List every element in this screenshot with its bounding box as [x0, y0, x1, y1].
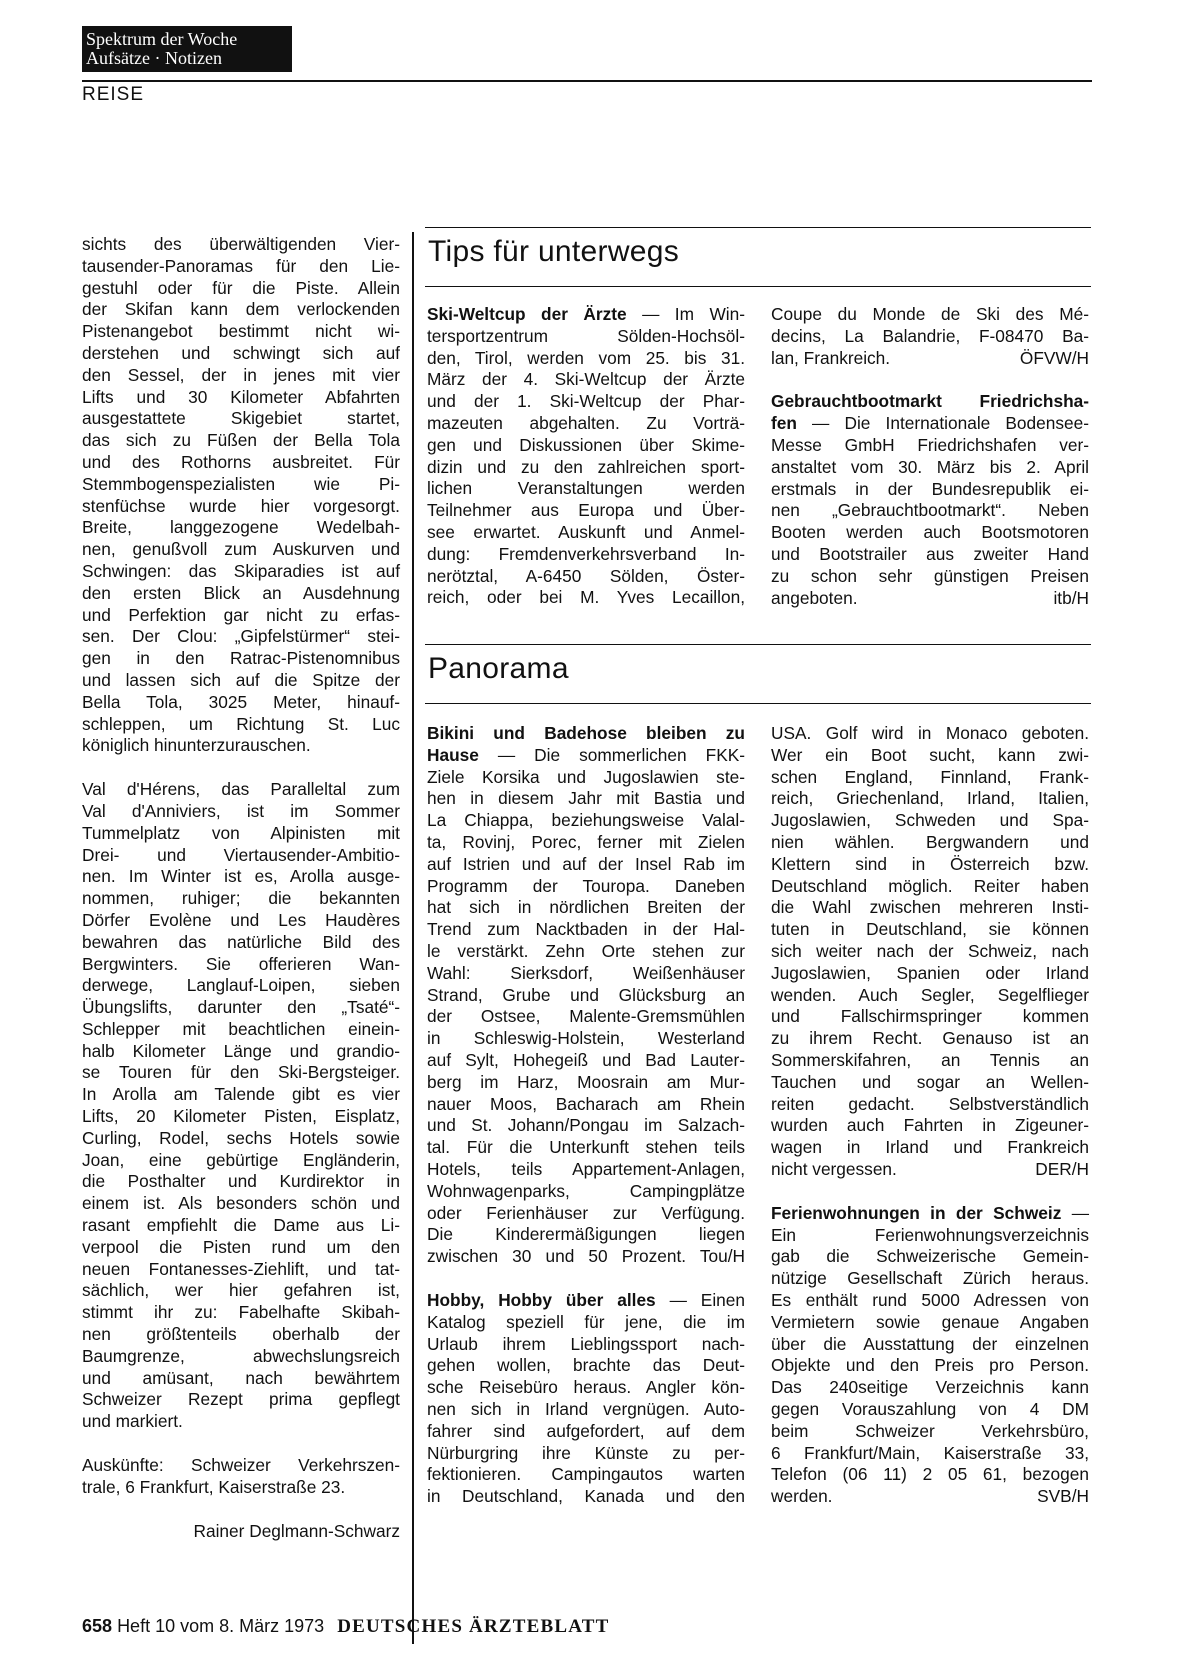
author-name: Rainer Deglmann-Schwarz — [193, 1520, 400, 1541]
text-line: sächlich, wer hier gefahren ist, — [82, 1280, 400, 1301]
text-line: und amüsant, nach bewährtem — [82, 1367, 400, 1388]
text-line: Ein Ferienwohnungsverzeichnis — [771, 1224, 1089, 1245]
text-line: nien wählen. Bergwandern und — [771, 831, 1089, 852]
text-line: Auskünfte: Schweizer Verkehrszen- — [82, 1455, 400, 1476]
panorama-title-rule — [425, 703, 1091, 704]
text-line: auf Sylt, Hohegeiß und Bad Lauter- — [427, 1049, 745, 1070]
text-line: Curling, Rodel, sechs Hotels sowie — [82, 1127, 400, 1148]
tips-sig-2: itb/H — [1053, 587, 1089, 608]
text-line: sche Reisebüro heraus. Angler kön- — [427, 1377, 745, 1398]
text-line: schleppen, um Richtung St. Luc — [82, 713, 400, 734]
panorama-title: Panorama — [428, 652, 569, 685]
text-line: zu schon sehr günstigen Preisen — [771, 565, 1089, 586]
header-rule — [82, 80, 1092, 82]
text-line: reich, oder bei M. Yves Lecaillon, — [427, 587, 745, 608]
text-line: hen in diesem Jahr mit Bastia und — [427, 788, 745, 809]
text-line: wenden. Auch Segler, Segelflieger — [771, 984, 1089, 1005]
text-line: neuen Fontanesses-Ziehlift, und tat- — [82, 1258, 400, 1279]
text-line: Es enthält rund 5000 Adressen von — [771, 1289, 1089, 1310]
left-para-3 — [82, 1455, 400, 1499]
panorama-para-3-lines — [771, 723, 1089, 1159]
text-line: Das 240seitige Verzeichnis kann — [771, 1377, 1089, 1398]
text-line: königlich hinunterzurauschen. — [82, 735, 311, 756]
masthead: DEUTSCHES ÄRZTEBLATT — [337, 1616, 610, 1637]
text-line: tal. Für die Unterkunft stehen teils — [427, 1137, 745, 1158]
text-line: tausender-Panoramas für den Lie- — [82, 255, 400, 276]
left-para-2 — [82, 779, 400, 1433]
text-line: den, Tirol, werden vom 25. bis 31. — [427, 347, 745, 368]
tips-title: Tips für unterwegs — [428, 235, 680, 268]
tips-column-b — [771, 304, 1089, 609]
header-box-line1: Spektrum der Woche — [86, 29, 238, 49]
text-line: Bergwinters. Sie offerieren Wan- — [82, 953, 400, 974]
text-line: ausgestattete Skigebiet startet, — [82, 408, 400, 429]
tips-para-2-last: angeboten. — [771, 587, 858, 608]
text-line: nerötztal, A-6450 Sölden, Öster- — [427, 565, 745, 586]
text-line: berg im Harz, Moosrain am Mur- — [427, 1071, 745, 1092]
tips-cont-lines — [771, 304, 1089, 348]
text-line: gehen wollen, brachte das Deut- — [427, 1355, 745, 1376]
panorama-lead-2: Hobby, Hobby über alles — [427, 1289, 656, 1310]
text-line: Urlaub ihrem Lieblingssport nach- — [427, 1333, 745, 1354]
page-number: 658 — [82, 1616, 113, 1636]
text-line: reich, Griechenland, Irland, Italien, — [771, 788, 1089, 809]
text-line: und lassen sich auf die Spitze der — [82, 669, 400, 690]
issue-info: Heft 10 vom 8. März 1973 — [117, 1616, 325, 1636]
text-line: Pistenangebot bestimmt nicht wi- — [82, 321, 400, 342]
text-line: fahrer sind aufgefordert, auf dem — [427, 1420, 745, 1441]
text-line: In Arolla am Talende gibt es vier — [82, 1084, 400, 1105]
text-line: erstmals in der Bundesrepublik ei- — [771, 478, 1089, 499]
text-line: derstehen und schwingt sich auf — [82, 342, 400, 363]
text-line: Teilnehmer aus Europa und Über- — [427, 500, 745, 521]
tips-lead-1-rest: — Im Win- — [626, 304, 745, 324]
text-line: verpool die Pisten rund um den — [82, 1236, 400, 1257]
text-line: Bella Tola, 3025 Meter, hinauf- — [82, 691, 400, 712]
text-line: nen größtenteils oberhalb der — [82, 1324, 400, 1345]
tips-lead-2-rest: — Die Internationale Bodensee- — [796, 413, 1089, 434]
text-line: Telefon (06 11) 2 05 61, bezogen — [771, 1464, 1089, 1485]
text-line: den ersten Blick an Ausdehnung — [82, 582, 400, 603]
text-line: USA. Golf wird in Monaco geboten. — [771, 723, 1089, 743]
text-line: Tauchen und sogar an Wellen- — [771, 1071, 1089, 1092]
text-line: Messe GmbH Friedrichshafen ver- — [771, 434, 1089, 455]
text-line: reiten gedacht. Selbstverständlich — [771, 1093, 1089, 1114]
text-line: nommen, ruhiger; die bekannten — [82, 888, 400, 909]
text-line: le verstärkt. Zehn Orte stehen zur — [427, 940, 745, 961]
text-line: anstaltet vom 30. März bis 2. April — [771, 456, 1089, 477]
text-line: hat sich in nördlichen Breiten der — [427, 897, 745, 918]
text-line: Lifts und 30 Kilometer Abfahrten — [82, 386, 400, 407]
text-line: Baumgrenze, abwechslungsreich — [82, 1345, 400, 1366]
text-line: bewahren das natürliche Bild des — [82, 931, 400, 952]
header-box-line2: Aufsätze · Notizen — [86, 48, 222, 68]
text-line: nen sich in Irland vergnügen. Auto- — [427, 1398, 745, 1419]
text-line: mazeuten abgehalten. Zu Vorträ- — [427, 412, 745, 433]
text-line: Trend zum Nacktbaden in der Hal- — [427, 919, 745, 940]
text-line: und des Rothorns ausbreitet. Für — [82, 451, 400, 472]
text-line: gestuhl oder für die Piste. Allein — [82, 277, 400, 298]
text-line: Ziele Korsika und Jugoslawien ste- — [427, 766, 745, 787]
text-line: und St. Johann/Pongau im Salzach- — [427, 1115, 745, 1136]
text-line: lichen Veranstaltungen werden — [427, 478, 745, 499]
text-line: Dörfer Evolène und Les Haudères — [82, 909, 400, 930]
text-line: in Deutschland, Kanada und den — [427, 1486, 745, 1507]
column-divider — [412, 232, 414, 1644]
tips-column-a — [427, 304, 745, 609]
text-line: nauer Moos, Bacharach am Rhein — [427, 1093, 745, 1114]
tips-para-2-lines — [771, 435, 1089, 588]
tips-sig-1: ÖFVW/H — [1019, 347, 1089, 368]
tips-lead-1: Ski-Weltcup der Ärzte — [427, 304, 627, 324]
text-line: tuten in Deutschland, sie können — [771, 919, 1089, 940]
text-line: dung: Fremdenverkehrsverband In- — [427, 543, 745, 564]
text-line: Nürburgring ihre Künste zu per- — [427, 1442, 745, 1463]
text-line: Wohnwagenparks, Campingplätze — [427, 1180, 745, 1201]
text-line: halb Kilometer Länge und grandio- — [82, 1040, 400, 1061]
text-line: Joan, eine gebürtige Engländerin, — [82, 1149, 400, 1170]
panorama-column-a — [427, 723, 745, 1508]
text-line: nen. Im Winter ist es, Arolla ausge- — [82, 866, 400, 887]
text-line: Lifts, 20 Kilometer Pisten, Eisplatz, — [82, 1106, 400, 1127]
text-line: Deutschland möglich. Reiter haben — [771, 875, 1089, 896]
text-line: und der 1. Ski-Weltcup der Phar- — [427, 391, 745, 412]
panorama-lead-3: Ferienwohnungen in der Schweiz — [771, 1202, 1062, 1223]
text-line: Wer ein Boot sucht, kann zwi- — [771, 744, 1089, 765]
panorama-para-1-lines — [427, 767, 745, 1268]
panorama-sig-2: SVB/H — [1037, 1486, 1089, 1507]
text-line: und Bootstrailer aus zweiter Hand — [771, 543, 1089, 564]
text-line: das sich zu Füßen der Bella Tola — [82, 430, 400, 451]
text-line: nen, genußvoll zum Auskurven und — [82, 539, 400, 560]
text-line: beim Schweizer Verkehrsbüro, — [771, 1420, 1089, 1441]
text-line: Stemmbogenspezialisten wie Pi- — [82, 473, 400, 494]
text-line: Klettern sind in Österreich bzw. — [771, 853, 1089, 874]
footer — [82, 1616, 610, 1638]
tips-title-rule — [425, 286, 1091, 287]
text-line: gen und Diskussionen über Skime- — [427, 434, 745, 455]
text-line: dizin und zu den zahlreichen sport- — [427, 456, 745, 477]
text-line: sichts des überwältigenden Vier- — [82, 234, 400, 254]
text-line: La Chiappa, beziehungsweise Valal- — [427, 810, 745, 831]
text-line: und Perfektion gar nicht zu erfas- — [82, 604, 400, 625]
text-line: gen in den Ratrac-Pistenomnibus — [82, 648, 400, 669]
text-line: Jugoslawien, Spanien oder Irland — [771, 962, 1089, 983]
text-line: nützige Gesellschaft Zürich heraus. — [771, 1268, 1089, 1289]
panorama-lead-3-rest: — — [1061, 1202, 1089, 1223]
tips-para-1-lines — [427, 326, 745, 609]
text-line: Wahl: Sierksdorf, Weißenhäuser — [427, 962, 745, 983]
header-box — [82, 26, 292, 72]
text-line: oder Ferienhäuser zur Verfügung. — [427, 1202, 745, 1223]
text-line: 6 Frankfurt/Main, Kaiserstraße 33, — [771, 1442, 1089, 1463]
text-line: Booten werden auch Bootsmotoren — [771, 522, 1089, 543]
text-line: über die Ausstattung der einzelnen — [771, 1333, 1089, 1354]
text-line: se Touren für den Ski-Bergsteiger. — [82, 1062, 400, 1083]
text-line: sen. Der Clou: „Gipfelstürmer“ stei- — [82, 626, 400, 647]
text-line: Strand, Grube und Glücksburg an — [427, 984, 745, 1005]
tips-lead-2-line2: fen — [771, 413, 797, 434]
panorama-para-2-lines — [427, 1312, 745, 1508]
text-line: rasant empfiehlt die Dame aus Li- — [82, 1215, 400, 1236]
section-label: REISE — [82, 84, 145, 105]
text-line: die Wahl zwischen mehreren Insti- — [771, 897, 1089, 918]
text-line: trale, 6 Frankfurt, Kaiserstraße 23. — [82, 1476, 346, 1497]
text-line: Übungslifts, darunter den „Tsaté“- — [82, 997, 400, 1018]
text-line: Sommerskifahren, an Tennis an — [771, 1049, 1089, 1070]
text-line: der Skifan kann dem verlockenden — [82, 299, 400, 320]
text-line: gegen Vorauszahlung von 4 DM — [771, 1398, 1089, 1419]
text-line: Jugoslawien, Schweden und Spa- — [771, 810, 1089, 831]
text-line: wurden auch Fahrten in Zigeuner- — [771, 1115, 1089, 1136]
text-line: Vermietern sowie genaue Angaben — [771, 1311, 1089, 1332]
text-line: Val d'Anniviers, ist im Sommer — [82, 800, 400, 821]
panorama-column-b — [771, 723, 1089, 1508]
text-line: der Ostsee, Malente-Gremsmühlen — [427, 1006, 745, 1027]
text-line: zwischen 30 und 50 Prozent. Tou/H — [427, 1246, 745, 1267]
text-line: Programm der Touropa. Daneben — [427, 875, 745, 896]
text-line: in Schleswig-Holstein, Westerland — [427, 1028, 745, 1049]
text-line: zu ihrem Recht. Genauso ist an — [771, 1028, 1089, 1049]
text-line: Breite, langgezogene Wedelbah- — [82, 517, 400, 538]
tips-top-rule — [425, 227, 1091, 228]
text-line: Hotels, teils Appartement-Anlagen, — [427, 1158, 745, 1179]
text-line: Schweizer Rezept prima gepflegt — [82, 1389, 400, 1410]
text-line: ta, Rovinj, Porec, ferner mit Zielen — [427, 831, 745, 852]
text-line: Schlepper mit beachtlichen einein- — [82, 1018, 400, 1039]
panorama-para-4-last: werden. — [771, 1486, 833, 1507]
text-line: Schwingen: das Skiparadies ist auf — [82, 560, 400, 581]
text-line: und markiert. — [82, 1411, 183, 1432]
text-line: Coupe du Monde de Ski des Mé- — [771, 304, 1089, 324]
text-line: see erwartet. Auskunft und Anmel- — [427, 521, 745, 542]
text-line: sich weiter nach der Schweiz, nach — [771, 940, 1089, 961]
left-column — [82, 234, 400, 1542]
panorama-lead-1-line2: Hause — [427, 744, 479, 765]
text-line: derwege, Langlauf-Loipen, sieben — [82, 975, 400, 996]
panorama-lead-1-rest: — Die sommerlichen FKK- — [478, 744, 745, 765]
text-line: stimmt ihr zu: Fabelhafte Skibah- — [82, 1302, 400, 1323]
left-para-1 — [82, 234, 400, 757]
text-line: und Fallschirmspringer kommen — [771, 1006, 1089, 1027]
panorama-top-rule — [425, 644, 1091, 645]
text-line: auf Istrien und auf der Insel Rab im — [427, 853, 745, 874]
panorama-lead-2-rest: — Einen — [655, 1289, 745, 1310]
panorama-lead-1-line1: Bikini und Badehose bleiben zu — [427, 723, 745, 743]
text-line: stenfüchse wurde hier vorgesorgt. — [82, 495, 400, 516]
panorama-sig-1: DER/H — [1035, 1158, 1089, 1179]
text-line: den Sessel, der in jenes mit vier — [82, 364, 400, 385]
text-line: Drei- und Viertausender-Ambitio- — [82, 844, 400, 865]
text-line: März der 4. Ski-Weltcup der Ärzte — [427, 369, 745, 390]
text-line: die Posthalter und Kurdirektor in — [82, 1171, 400, 1192]
text-line: Val d'Hérens, das Paralleltal zum — [82, 779, 400, 800]
tips-lead-2-line1: Gebrauchtbootmarkt Friedrichsha- — [771, 391, 1089, 412]
panorama-para-4-lines — [771, 1225, 1089, 1487]
text-line: Tummelplatz von Alpinisten mit — [82, 822, 400, 843]
text-line: gab die Schweizerische Gemein- — [771, 1246, 1089, 1267]
text-line: Objekte und den Preis pro Person. — [771, 1355, 1089, 1376]
panorama-para-3-last: nicht vergessen. — [771, 1158, 897, 1179]
tips-cont-last: lan, Frankreich. — [771, 347, 891, 368]
text-line: decins, La Balandrie, F-08470 Ba- — [771, 325, 1089, 346]
text-line: tersportzentrum Sölden-Hochsöl- — [427, 325, 745, 346]
text-line: schen England, Finnland, Frank- — [771, 766, 1089, 787]
text-line: wagen in Irland und Frankreich — [771, 1137, 1089, 1158]
text-line: nen „Gebrauchtbootmarkt“. Neben — [771, 500, 1089, 521]
text-line: einem ist. Als besonders schön und — [82, 1193, 400, 1214]
text-line: Katalog speziell für jene, die im — [427, 1311, 745, 1332]
text-line: Die Kinderermäßigungen liegen — [427, 1224, 745, 1245]
text-line: fektionieren. Campingautos warten — [427, 1464, 745, 1485]
